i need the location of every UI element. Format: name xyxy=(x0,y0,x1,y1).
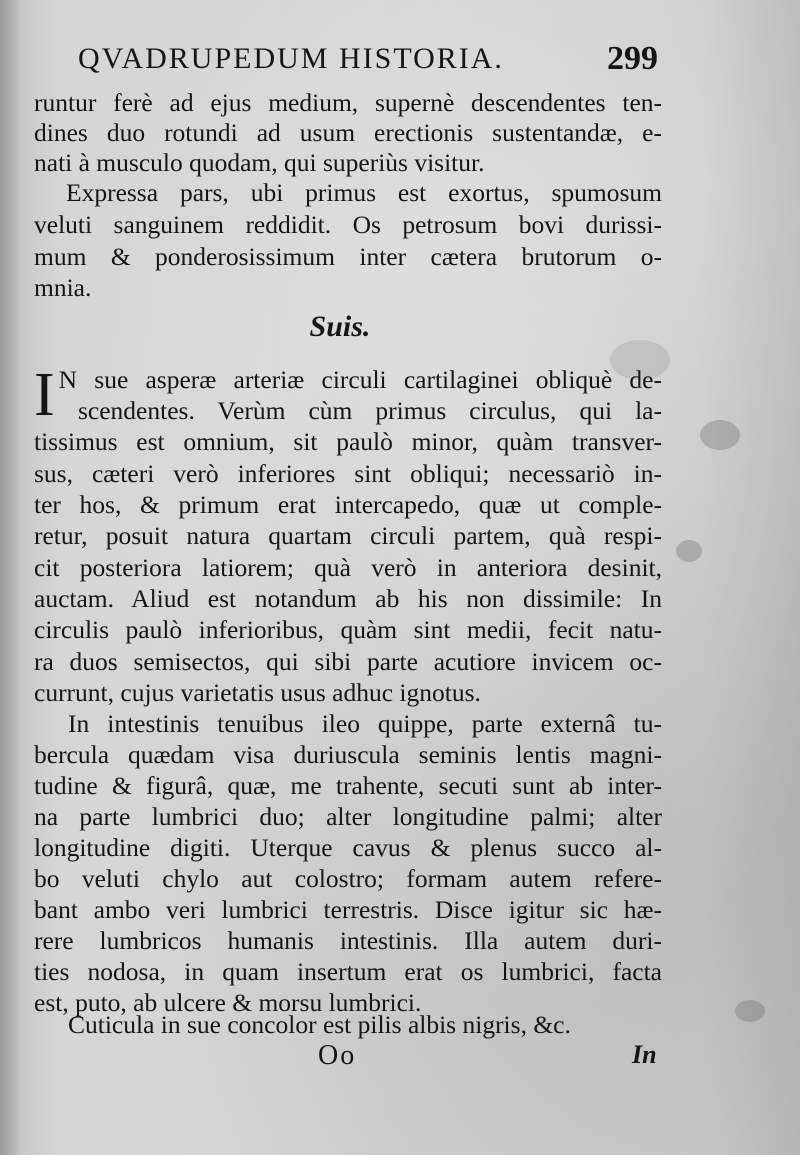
text-line: ties nodosa, in quam insertum erat os lumbrici, facta xyxy=(34,957,662,986)
text-line: cit posteriora latiorem; quà verò in anteriora desinit, xyxy=(34,553,662,582)
paper-stain xyxy=(676,540,702,562)
text-line: circulis paulò inferioribus, quàm sint medii, fecit natu- xyxy=(34,615,662,644)
text-line: ra duos semisectos, qui sibi parte acutiore invicem oc- xyxy=(34,647,662,676)
text-line: auctam. Aliud est notandum ab his non dissimile: In xyxy=(34,584,662,613)
text-line: runtur ferè ad ejus medium, supernè descendentes ten- xyxy=(34,88,662,117)
text-line: mnia. xyxy=(34,273,92,302)
text-line: Expressa pars, ubi primus est exortus, spumosum xyxy=(66,178,662,207)
text-line: est, puto, ab ulcere & morsu lumbrici. xyxy=(34,988,422,1017)
text-line-content: N sue asperæ arteriæ circuli cartilaginei obliquè de- xyxy=(58,365,662,394)
text-line: Cuticula in sue concolor est pilis albis nigris, &c. xyxy=(68,1010,571,1039)
signature-mark: Oo xyxy=(318,1040,357,1071)
text-line: scendentes. Verùm cùm primus circulus, qui la- xyxy=(78,396,662,425)
page-header xyxy=(78,42,658,88)
running-title: QVADRUPEDUM HISTORIA. xyxy=(78,42,504,75)
text-line: tudine & figurâ, quæ, me trahente, secuti sunt ab inter- xyxy=(34,771,662,800)
text-line: longitudine digiti. Uterque cavus & plenus succo al- xyxy=(34,833,662,862)
text-line: veluti sanguinem reddidit. Os petrosum bovi durissi- xyxy=(34,210,662,239)
section-heading: Suis. xyxy=(309,310,371,343)
paper-stain xyxy=(700,420,740,450)
text-line: dines duo rotundi ad usum erectionis sustentandæ, e- xyxy=(34,118,662,147)
text-line: retur, posuit natura quartam circuli partem, quà respi- xyxy=(34,521,662,550)
text-line: bant ambo veri lumbrici terrestris. Disce igitur sic hæ- xyxy=(34,895,662,924)
text-line: na parte lumbrici duo; alter longitudine palmi; alter xyxy=(34,802,662,831)
drop-cap: I xyxy=(34,361,55,429)
page-number: 299 xyxy=(607,40,658,77)
text-line: tissimus est omnium, sit paulò minor, quàm transver- xyxy=(34,427,662,456)
text-line: nati à musculo quodam, qui superiùs visitur. xyxy=(34,148,485,177)
text-line: bercula quædam visa duriuscula seminis lentis magni- xyxy=(34,740,662,769)
text-line: mum & ponderosissimum inter cætera brutorum o- xyxy=(34,242,662,271)
paper-stain xyxy=(735,1000,765,1022)
text-line: rere lumbricos humanis intestinis. Illa autem duri- xyxy=(34,926,662,955)
text-line: bo veluti chylo aut colostro; formam autem refere- xyxy=(34,864,662,893)
text-line: currunt, cujus varietatis usus adhuc ignotus. xyxy=(34,678,481,707)
text-line: sus, cæteri verò inferiores sint obliqui; necessariò in- xyxy=(34,459,662,488)
text-line: ter hos, & primum erat intercapedo, quæ ut comple- xyxy=(34,490,662,519)
catchword: In xyxy=(632,1040,657,1069)
text-line: In intestinis tenuibus ileo quippe, parte externâ tu- xyxy=(68,709,662,738)
